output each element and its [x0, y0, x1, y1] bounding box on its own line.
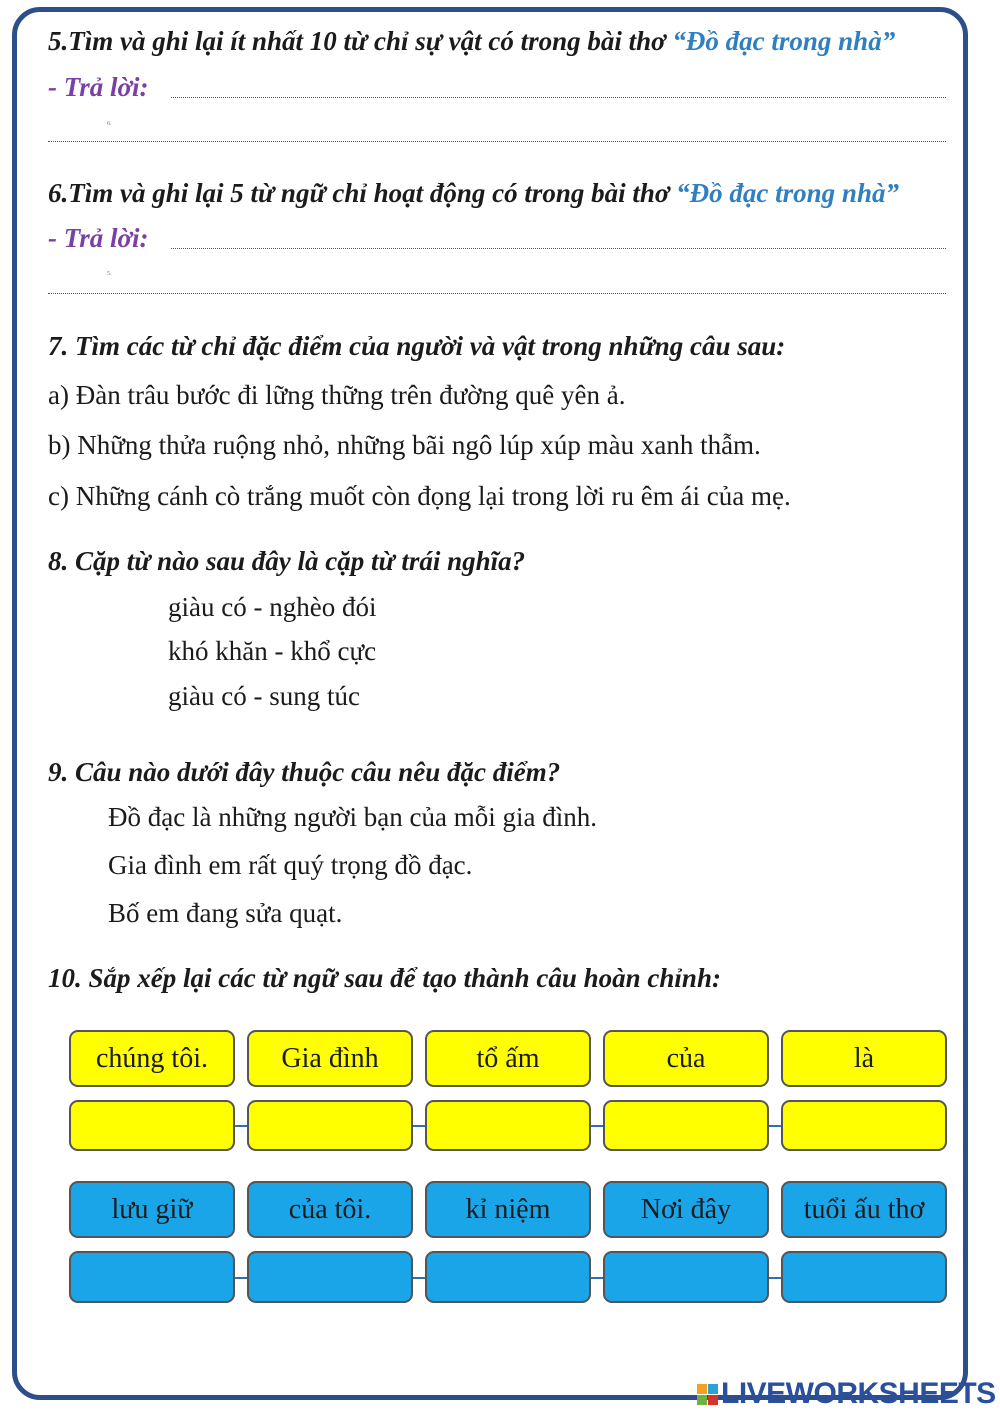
answer-slot-2-4[interactable]: [603, 1251, 769, 1303]
q5-tiny-mark: 6.: [107, 121, 112, 127]
q5-answer-label: - Trả lời:: [48, 72, 149, 102]
answer-slot-1-5[interactable]: [781, 1100, 947, 1151]
q6-answer-label: - Trả lời:: [48, 223, 149, 253]
question-6: 6.Tìm và ghi lại 5 từ ngữ chỉ hoạt động có trong bài thơ “Đồ đạc trong nhà”: [48, 178, 899, 208]
answer-slot-1-3[interactable]: [425, 1100, 591, 1151]
answer-slot-2-5[interactable]: [781, 1251, 947, 1303]
q9-option-3[interactable]: Bố em đang sửa quạt.: [108, 898, 343, 928]
q7-item-b: b) Những thửa ruộng nhỏ, những bãi ngô lúp xúp màu xanh thẫm.: [48, 430, 761, 460]
word-tile-1-2[interactable]: Gia đình: [247, 1030, 413, 1087]
answer-slot-2-3[interactable]: [425, 1251, 591, 1303]
q5-answer-line-1[interactable]: [171, 97, 946, 98]
liveworksheets-logo: [697, 1377, 996, 1411]
q9-option-1[interactable]: Đồ đạc là những người bạn của mỗi gia đình.: [108, 802, 597, 832]
question-10: 10. Sắp xếp lại các từ ngữ sau để tạo thành câu hoàn chỉnh:: [48, 963, 721, 993]
word-tile-2-2[interactable]: của tôi.: [247, 1181, 413, 1238]
q7-item-c: c) Những cánh cò trắng muốt còn đọng lại trong lời ru êm ái của mẹ.: [48, 481, 791, 511]
answer-slot-2-1[interactable]: [69, 1251, 235, 1303]
q5-answer-line-2[interactable]: [48, 141, 946, 142]
word-tile-2-5[interactable]: tuổi ấu thơ: [781, 1181, 947, 1238]
q6-tiny-mark: 5.: [107, 271, 112, 277]
word-tile-1-3[interactable]: tổ ấm: [425, 1030, 591, 1087]
question-8: 8. Cặp từ nào sau đây là cặp từ trái nghĩa?: [48, 546, 526, 576]
answer-slot-1-2[interactable]: [247, 1100, 413, 1151]
word-tile-2-1[interactable]: lưu giữ: [69, 1181, 235, 1238]
q8-option-3[interactable]: giàu có - sung túc: [168, 681, 360, 711]
q6-answer-line-1[interactable]: [171, 248, 946, 249]
q9-option-2[interactable]: Gia đình em rất quý trọng đồ đạc.: [108, 850, 473, 880]
question-7: 7. Tìm các từ chỉ đặc điểm của người và vật trong những câu sau:: [48, 331, 786, 361]
word-tile-1-5[interactable]: là: [781, 1030, 947, 1087]
logo-squares-icon: [697, 1384, 718, 1405]
word-tile-1-4[interactable]: của: [603, 1030, 769, 1087]
answer-slot-1-4[interactable]: [603, 1100, 769, 1151]
question-5: 5.Tìm và ghi lại ít nhất 10 từ chỉ sự vật có trong bài thơ “Đồ đạc trong nhà”: [48, 26, 896, 56]
q6-answer-line-2[interactable]: [48, 293, 946, 294]
q8-option-1[interactable]: giàu có - nghèo đói: [168, 592, 377, 622]
answer-slot-1-1[interactable]: [69, 1100, 235, 1151]
word-tile-2-4[interactable]: Nơi đây: [603, 1181, 769, 1238]
word-tile-1-1[interactable]: chúng tôi.: [69, 1030, 235, 1087]
logo-text: LIVEWORKSHEETS: [721, 1377, 996, 1410]
q7-item-a: a) Đàn trâu bước đi lững thững trên đường quê yên ả.: [48, 380, 626, 410]
q8-option-2[interactable]: khó khăn - khổ cực: [168, 636, 377, 666]
answer-slot-2-2[interactable]: [247, 1251, 413, 1303]
question-9: 9. Câu nào dưới đây thuộc câu nêu đặc điểm?: [48, 757, 561, 787]
word-tile-2-3[interactable]: kỉ niệm: [425, 1181, 591, 1238]
